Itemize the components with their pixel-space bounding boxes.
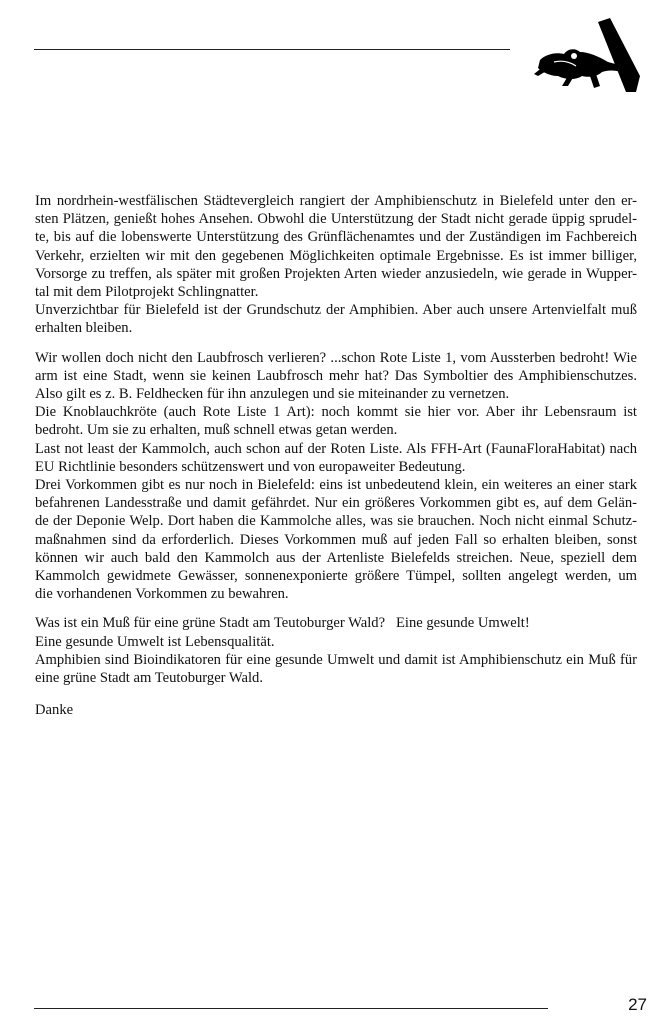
text-line: befahrenen Landesstraße und damit gefährdet. Nur ein größeres Vorkommen gibt es, auf dem Gelän-	[35, 495, 637, 512]
text-line: de der Deponie Welp. Dort haben die Kammolche alles, was sie brauchen. Noch nicht einmal Schutz-	[35, 513, 637, 530]
text-line: Was ist ein Muß für eine grüne Stadt am Teutoburger Wald? Eine gesunde Umwelt!	[35, 615, 530, 632]
text-line: Kammolch gewidmete Gewässer, sonnenexponierte größere Tümpel, sollten angelegt werden, um	[35, 568, 637, 585]
text-line: EU Richtlinie besonders schützenswert und von europaweiter Bedeutung.	[35, 458, 466, 475]
article-body	[35, 192, 637, 730]
text-line: eine grüne Stadt am Teutoburger Wald.	[35, 670, 264, 687]
text-line: Last not least der Kammolch, auch schon auf der Roten Liste. Als FFH-Art (FaunaFloraHabitat) nach	[35, 440, 637, 457]
text-line: Drei Vorkommen gibt es nur noch in Bielefeld: eins ist unbedeutend klein, ein weiteres an einer stark	[35, 477, 637, 494]
frog-on-branch-icon	[528, 18, 640, 94]
text-line: Verkehr, erzielten wir mit den gegebenen Möglichkeiten optimale Ergebnisse. Es ist immer billiger,	[35, 247, 637, 264]
closing-word: Danke	[35, 702, 74, 719]
text-line: Vorsorge zu treffen, als später mit großen Projekten Arten wieder anzusiedeln, wie gerade in Wupper-	[35, 265, 637, 282]
paragraph-closing	[35, 701, 637, 719]
text-line: bedroht. Um sie zu erhalten, muß schnell etwas getan werden.	[35, 422, 398, 439]
text-line: Im nordrhein-westfälischen Städtevergleich rangiert der Amphibienschutz in Bielefeld unter den er-	[35, 193, 637, 209]
bottom-rule	[34, 1008, 548, 1009]
paragraph-intro	[35, 192, 637, 338]
text-line: Eine gesunde Umwelt ist Lebensqualität.	[35, 633, 275, 650]
text-line: erhalten bleiben.	[35, 320, 133, 337]
text-line: sten Plätzen, genießt hohes Ansehen. Obwohl die Unterstützung der Stadt nicht gerade üppig sprudel-	[35, 211, 637, 228]
paragraph-conclusion	[35, 614, 637, 687]
text-line: Unverzichtbar für Bielefeld ist der Grundschutz der Amphibien. Aber auch unsere Artenvielfalt muß	[35, 302, 637, 319]
page-number: 27	[628, 995, 647, 1014]
text-line: arm ist eine Stadt, wenn sie keinen Laubfrosch mehr hat? Das Symboltier des Amphibienschutzes.	[35, 367, 637, 384]
top-rule	[34, 49, 510, 50]
text-line: Also gilt es z. B. Feldhecken für ihn anzulegen und sie miteinander zu vernetzen.	[35, 386, 510, 403]
text-line: maßnahmen sind da erforderlich. Dieses Vorkommen muß auf jeden Fall so erhalten bleiben, sonst	[35, 531, 637, 548]
text-line: die vorhandenen Vorkommen zu bewahren.	[35, 586, 289, 603]
text-line: tal mit dem Pilotprojekt Schlingnatter.	[35, 284, 259, 301]
text-line: Die Knoblauchkröte (auch Rote Liste 1 Art): noch kommt sie hier vor. Aber ihr Lebensraum ist	[35, 404, 637, 421]
text-line: Amphibien sind Bioindikatoren für eine gesunde Umwelt und damit ist Amphibienschutz ein Muß für	[35, 651, 637, 668]
paragraph-species	[35, 349, 637, 604]
text-line: Wir wollen doch nicht den Laubfrosch verlieren? ...schon Rote Liste 1, vom Aussterben bedroht! Wie	[35, 349, 637, 366]
text-line: können wir auch bald den Kammolch aus der Artenliste Bielefelds streichen. Neue, speziell dem	[35, 549, 637, 566]
text-line: te, bis auf die lobenswerte Unterstützung des Grünflächenamtes und der Zuständigen im Fachbereich	[35, 229, 637, 246]
